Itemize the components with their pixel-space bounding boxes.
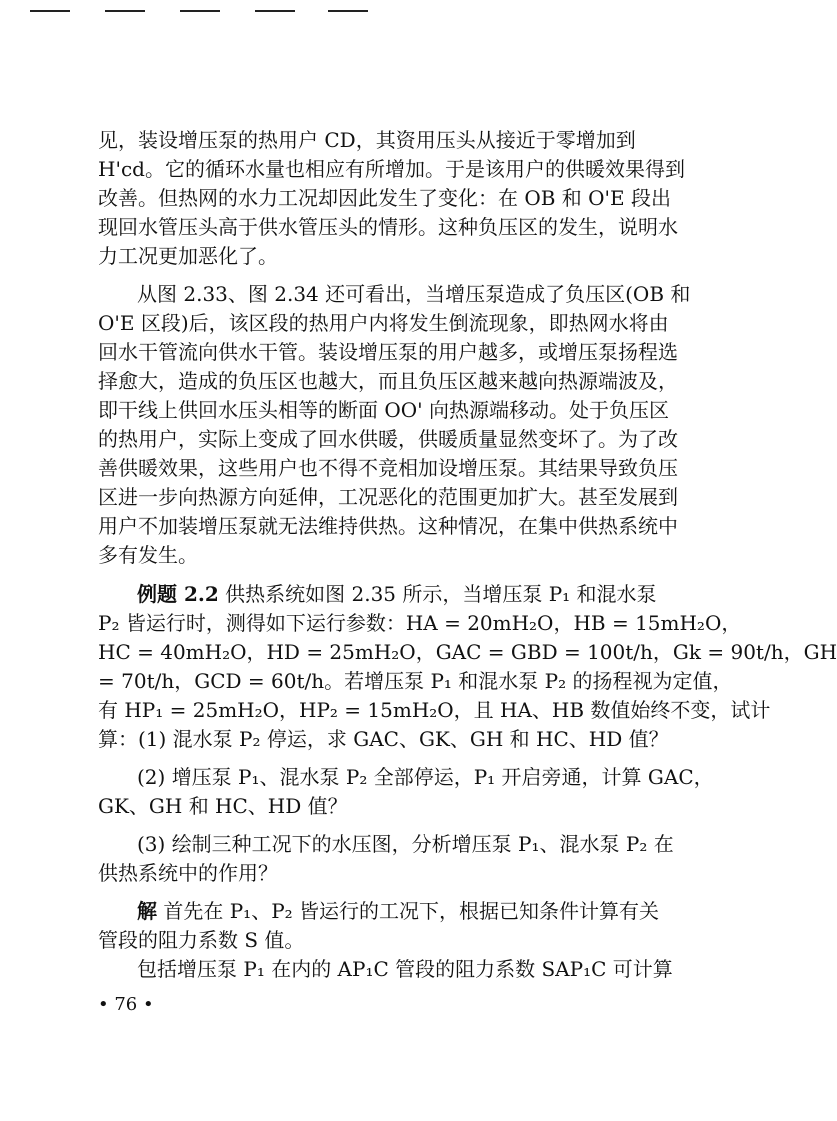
text-line: 现回水管压头高于供水管压头的情形。这种负压区的发生，说明水 bbox=[98, 215, 678, 239]
text-line: P₂ 皆运行时，测得如下运行参数：HA = 20mH₂O，HB = 15mH₂O， bbox=[98, 611, 742, 635]
text-line: O'E 区段)后，该区段的热用户内将发生倒流现象，即热网水将由 bbox=[98, 311, 669, 335]
text-line: 改善。但热网的水力工况却因此发生了变化：在 OB 和 O'E 段出 bbox=[98, 186, 672, 210]
solution-label: 解 bbox=[137, 899, 157, 923]
example-line bbox=[137, 580, 678, 608]
header-rule-5 bbox=[328, 10, 368, 12]
example-label: 例题 2.2 bbox=[137, 582, 219, 606]
header-rule-4 bbox=[255, 10, 295, 12]
text-line: 供热系统中的作用？ bbox=[98, 861, 278, 885]
text-line: 算：(1) 混水泵 P₂ 停运，求 GAC、GK、GH 和 HC、HD 值？ bbox=[98, 727, 669, 751]
text-line: 多有发生。 bbox=[98, 543, 198, 567]
example-text: 供热系统如图 2.35 所示，当增压泵 P₁ 和混水泵 bbox=[225, 582, 657, 606]
text-line: 管段的阻力系数 S 值。 bbox=[98, 928, 305, 952]
text-line: 有 HP₁ = 25mH₂O，HP₂ = 15mH₂O，且 HA、HB 数值始终不变，试计 bbox=[98, 698, 771, 722]
text-line: HC = 40mH₂O，HD = 25mH₂O，GAC = GBD = 100t/h，Gk = 90t/h，GH bbox=[98, 640, 837, 664]
solution-line bbox=[137, 897, 678, 925]
solution-text: 首先在 P₁、P₂ 皆运行的工况下，根据已知条件计算有关 bbox=[163, 899, 660, 923]
text-line: 即干线上供回水压头相等的断面 OO' 向热源端移动。处于负压区 bbox=[98, 398, 670, 422]
text-line: 善供暖效果，这些用户也不得不竞相加设增压泵。其结果导致负压 bbox=[98, 456, 678, 480]
text-line: 回水干管流向供水干管。装设增压泵的用户越多，或增压泵扬程选 bbox=[98, 340, 678, 364]
text-line: = 70t/h，GCD = 60t/h。若增压泵 P₁ 和混水泵 P₂ 的扬程视为定值， bbox=[98, 669, 733, 693]
page-number: • 76 • bbox=[98, 994, 154, 1015]
header-rule-3 bbox=[180, 10, 220, 12]
text-line: 择愈大，造成的负压区也越大，而且负压区越来越向热源端波及， bbox=[98, 369, 678, 393]
text-line: GK、GH 和 HC、HD 值？ bbox=[98, 794, 348, 818]
text-line: 见，装设增压泵的热用户 CD，其资用压头从接近于零增加到 bbox=[98, 128, 636, 152]
text-line: H'cd。它的循环水量也相应有所增加。于是该用户的供暖效果得到 bbox=[98, 157, 685, 181]
text-line: 的热用户，实际上变成了回水供暖，供暖质量显然变坏了。为了改 bbox=[98, 427, 678, 451]
text-line: 用户不加装增压泵就无法维持供热。这种情况，在集中供热系统中 bbox=[98, 514, 678, 538]
text-line: (2) 增压泵 P₁、混水泵 P₂ 全部停运，P₁ 开启旁通，计算 GAC， bbox=[137, 765, 714, 789]
header-rule-1 bbox=[30, 10, 70, 12]
text-line: 从图 2.33、图 2.34 还可看出，当增压泵造成了负压区(OB 和 bbox=[137, 282, 691, 306]
header-rule-2 bbox=[105, 10, 145, 12]
text-line: 区进一步向热源方向延伸，工况恶化的范围更加扩大。甚至发展到 bbox=[98, 485, 678, 509]
text-line: 包括增压泵 P₁ 在内的 AP₁C 管段的阻力系数 SAP₁C 可计算 bbox=[137, 957, 673, 981]
text-line: (3) 绘制三种工况下的水压图，分析增压泵 P₁、混水泵 P₂ 在 bbox=[137, 832, 674, 856]
text-line: 力工况更加恶化了。 bbox=[98, 244, 278, 268]
